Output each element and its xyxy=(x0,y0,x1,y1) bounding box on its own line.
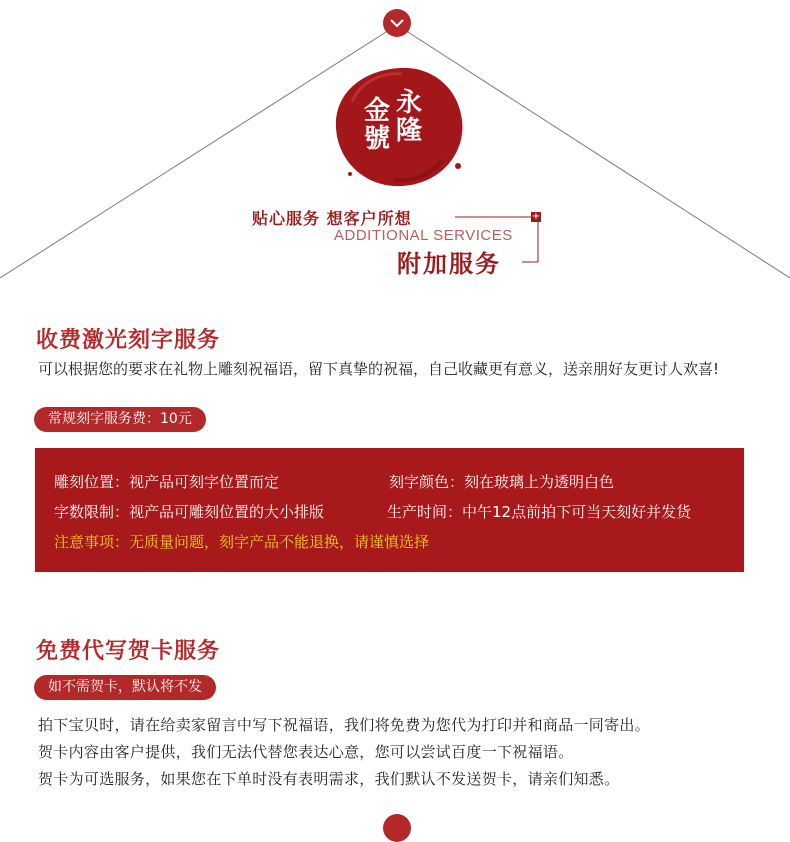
detail-notice: 注意事项：无质量问题，刻字产品不能退换，请谨慎选择 xyxy=(54,533,430,551)
greeting-card-line-2: 贺卡内容由客户提供，我们无法代替您表达心意，您可以尝试百度一下祝福语。 xyxy=(38,743,574,761)
engraving-section-title: 收费激光刻字服务 xyxy=(36,328,221,353)
seal-char-4: 隆 xyxy=(396,116,423,146)
seal-char-2: 永 xyxy=(396,88,423,118)
seal-text xyxy=(356,88,446,158)
header-title: 附加服务 xyxy=(397,249,501,278)
header-english-subtitle: ADDITIONAL SERVICES xyxy=(334,227,513,244)
detail-color: 刻字颜色：刻在玻璃上为透明白色 xyxy=(389,473,615,491)
greeting-card-section-title: 免费代写贺卡服务 xyxy=(36,639,221,664)
detail-time: 生产时间：中午12点前拍下可当天刻好并发货 xyxy=(387,503,692,521)
next-section-chevron-icon[interactable] xyxy=(383,814,411,842)
greeting-card-line-3: 贺卡为可选服务，如果您在下单时没有表明需求，我们默认不发送贺卡，请亲们知悉。 xyxy=(38,770,620,788)
detail-length: 字数限制：视产品可雕刻位置的大小排版 xyxy=(54,503,325,521)
greeting-card-badge: 如不需贺卡，默认将不发 xyxy=(34,675,216,700)
seal-char-3: 號 xyxy=(364,124,391,154)
engraving-fee-badge: 常规刻字服务费：10元 xyxy=(34,407,206,432)
plus-icon: + xyxy=(531,211,541,222)
scroll-down-chevron-icon[interactable] xyxy=(383,9,411,37)
seal-char-1: 金 xyxy=(364,96,391,126)
detail-position: 雕刻位置：视产品可刻字位置而定 xyxy=(54,473,280,491)
header-slogan: 贴心服务 想客户所想 xyxy=(252,209,412,228)
engraving-details-box xyxy=(35,448,744,572)
engraving-description: 可以根据您的要求在礼物上雕刻祝福语，留下真挚的祝福，自己收藏更有意义，送亲朋好友更讨人欢喜! xyxy=(38,360,720,378)
greeting-card-line-1: 拍下宝贝时，请在给卖家留言中写下祝福语，我们将免费为您代为打印并和商品一同寄出。 xyxy=(38,716,651,734)
